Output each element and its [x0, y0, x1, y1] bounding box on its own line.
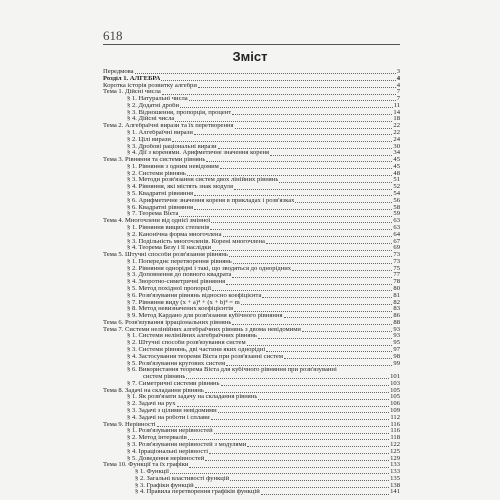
toc-entry-title: § 4. Рівняння, які містять знак модуля: [127, 184, 233, 191]
toc-entry-title: § 4. Застосування теореми Вієта при розв'язанні систем: [127, 353, 284, 360]
toc-entry-page: 88: [393, 318, 400, 326]
toc-entry[interactable]: [103, 367, 400, 374]
dot-leader: [212, 290, 392, 291]
toc-entry[interactable]: [103, 354, 400, 361]
dot-leader: [194, 134, 393, 135]
toc-entry[interactable]: [103, 381, 400, 388]
toc-entry-page: 59: [393, 210, 400, 218]
dot-leader: [218, 412, 389, 413]
toc-entry-title: § 5. Розв'язування кругових систем: [127, 360, 226, 367]
toc-entry-page: 97: [393, 346, 400, 354]
dot-leader: [206, 161, 392, 162]
dot-leader: [230, 480, 389, 481]
toc-entry-title: § 4. Дії з коренями. Арифметичне значення кореня: [127, 150, 270, 157]
toc-entry-title: § 1. Попереднє перетворення рівнянь: [127, 258, 232, 265]
toc-entry-page: 56: [393, 196, 400, 204]
toc-entry-page: 141: [390, 488, 400, 496]
toc-entry-title: Передмова: [103, 68, 134, 75]
toc-entry[interactable]: [103, 388, 400, 395]
toc-entry-title: § 2. Штучні способи розв'язування систем: [127, 340, 246, 347]
toc-entry[interactable]: [103, 198, 400, 205]
dot-leader: [266, 243, 392, 244]
dot-leader: [233, 263, 393, 264]
toc-entry-title: Тема 6. Розв'язування ірраціональних рівнянь: [103, 319, 232, 326]
dot-leader: [258, 399, 389, 400]
dot-leader: [214, 433, 390, 434]
toc-entry-page: 58: [393, 203, 400, 211]
dot-leader: [247, 345, 393, 346]
toc-entry-title: § 2. Системи рівнянь: [127, 170, 186, 177]
toc-entry[interactable]: [103, 76, 400, 83]
dot-leader: [221, 385, 390, 386]
toc-entry[interactable]: [103, 130, 400, 137]
dot-leader: [292, 270, 392, 271]
toc-entry-page: 78: [393, 278, 400, 286]
dot-leader: [284, 358, 392, 359]
toc-entry-title: систем рівнянь: [143, 374, 186, 381]
dot-leader: [209, 453, 389, 454]
toc-entry-page: 4: [396, 74, 400, 82]
toc-entry-page: 81: [393, 291, 400, 299]
toc-entry[interactable]: [103, 483, 400, 490]
toc-entry-title: Тема 1. Дійсні числа: [103, 89, 161, 96]
toc-entry-title: § 2. Канонічна форма многочлена: [127, 231, 222, 238]
toc-entry[interactable]: [103, 266, 400, 273]
toc-entry-title: § 2. Цілі вирази: [127, 136, 171, 143]
toc-entry-page: 116: [390, 427, 400, 435]
dot-leader: [226, 365, 392, 366]
toc-entry[interactable]: [103, 110, 400, 117]
toc-entry[interactable]: [103, 279, 400, 286]
toc-entry[interactable]: [103, 69, 400, 76]
dot-leader: [226, 284, 392, 285]
toc-entry[interactable]: [103, 245, 400, 252]
toc-entry-page: 4: [396, 81, 400, 89]
toc-entry-page: 86: [393, 312, 400, 320]
dot-leader: [262, 297, 392, 298]
dot-leader: [247, 446, 389, 447]
toc-entry[interactable]: [103, 178, 400, 185]
toc-entry-page: 118: [390, 434, 400, 442]
dot-leader: [194, 209, 392, 210]
toc-entry[interactable]: [103, 347, 400, 354]
toc-entry-page: 30: [393, 142, 400, 150]
toc-entry-title: § 3. Задачі з цілими невідомими: [127, 408, 217, 415]
toc-entry-title: § 3. Доповнення до повного квадрата: [127, 272, 232, 279]
toc-entry[interactable]: [103, 333, 400, 340]
toc-entry[interactable]: [103, 164, 400, 171]
toc-entry[interactable]: [103, 313, 400, 320]
toc-entry[interactable]: [103, 469, 400, 476]
toc-entry-page: 45: [393, 162, 400, 170]
toc-entry-page: 129: [390, 454, 400, 462]
toc-entry-page: 24: [393, 135, 400, 143]
toc-entry-title: § 1. Розв'язування нерівностей: [127, 428, 213, 435]
page-title: Зміст: [232, 49, 268, 64]
toc-entry[interactable]: [103, 137, 400, 144]
dot-leader: [218, 148, 393, 149]
toc-entry-title: § 3. Системи рівнянь, дві частини яких однорідні: [127, 347, 266, 354]
toc-entry-title: § 2. Загальні властивості функцій: [135, 475, 230, 482]
toc-entry-title: § 4. Правила перетворення графіків функцій: [135, 489, 260, 496]
toc-entry-page: 52: [393, 183, 400, 191]
dot-leader: [211, 419, 390, 420]
toc-entry-page: 80: [393, 284, 400, 292]
toc-entry-page: 99: [393, 359, 400, 367]
toc-entry[interactable]: [103, 171, 400, 178]
toc-entry-title: Коротка історія розвитку алгебри: [103, 82, 197, 89]
toc-entry-page: 109: [390, 407, 400, 415]
dot-leader: [135, 73, 396, 74]
toc-entry[interactable]: [103, 442, 400, 449]
toc-entry-title: § 3. Відношення, пропорція, процент: [127, 109, 232, 116]
dot-leader: [198, 87, 396, 88]
dot-leader: [212, 250, 392, 251]
toc-entry-title: § 2. Задачі на рух: [127, 401, 176, 408]
toc-entry-page: 133: [390, 468, 400, 476]
dot-leader: [186, 378, 389, 379]
dot-leader: [241, 304, 393, 305]
toc-entry[interactable]: [103, 123, 400, 130]
page-number: 618: [103, 28, 123, 43]
toc-entry-page: 133: [390, 461, 400, 469]
toc-entry-title: § 1. Натуральні числа: [127, 96, 188, 103]
toc-entry-title: § 3. Графіки функцій: [135, 482, 194, 489]
toc-entry-page: 64: [393, 230, 400, 238]
toc-entry[interactable]: [103, 327, 400, 334]
toc-entry-title: § 2. Метод інтервалів: [127, 435, 187, 442]
dot-leader: [295, 202, 392, 203]
dot-leader: [302, 331, 393, 332]
dot-leader: [162, 94, 396, 95]
toc-entry-title: Розділ 1. АЛГЕБРА: [103, 75, 161, 82]
toc-entry-title: § 4. Дійсні числа: [127, 116, 175, 123]
toc-entry-title: § 1. Рівняння вищих степенів: [127, 224, 210, 231]
toc-entry-page: 77: [393, 271, 400, 279]
toc-entry-page: 3: [396, 67, 400, 75]
toc-entry-title: § 7. Симетричні системи рівнянь: [127, 380, 220, 387]
dot-leader: [205, 460, 389, 461]
dot-leader: [270, 155, 392, 156]
toc-entry-page: 22: [393, 122, 400, 130]
toc-entry-title: Тема 4. Многочлени від однієї змінної: [103, 218, 211, 225]
toc-entry-page: 101: [390, 373, 400, 381]
toc-entry-page: 63: [393, 217, 400, 225]
toc-entry-title: § 5. Доведення нерівностей: [127, 455, 205, 462]
header-rule: [103, 44, 400, 45]
toc-entry-page: 54: [393, 190, 400, 198]
toc-entry-page: 18: [393, 115, 400, 123]
dot-leader: [232, 114, 392, 115]
toc-entry-page: 45: [393, 156, 400, 164]
dot-leader: [170, 473, 389, 474]
toc-entry-page: 7: [396, 95, 400, 103]
dot-leader: [234, 189, 392, 190]
toc-entry-title: § 1. Рівняння з одним невідомим: [127, 163, 219, 170]
toc-entry-title: § 3. Дробові раціональні вирази: [127, 143, 217, 150]
dot-leader: [279, 182, 392, 183]
toc-entry-title: Тема 3. Рівняння та системи рівнянь: [103, 157, 206, 164]
toc-entry-page: 116: [390, 420, 400, 428]
table-of-contents: [103, 69, 400, 496]
toc-entry[interactable]: [103, 225, 400, 232]
toc-entry[interactable]: [103, 191, 400, 198]
toc-entry[interactable]: [103, 415, 400, 422]
toc-entry[interactable]: [103, 96, 400, 103]
toc-entry-title: § 7. Рівняння виду (x + a)⁴ + (x + b)⁴ = m: [127, 299, 240, 306]
dot-leader: [220, 168, 393, 169]
toc-entry[interactable]: [103, 205, 400, 212]
toc-entry[interactable]: [103, 116, 400, 123]
toc-entry[interactable]: [103, 428, 400, 435]
toc-entry[interactable]: [103, 232, 400, 239]
toc-entry-title: § 4. Зворотно-симетричні рівняння: [127, 279, 226, 286]
toc-entry-page: 48: [393, 169, 400, 177]
toc-entry-page: 122: [390, 440, 400, 448]
toc-entry-title: § 1. Системи нелінійних алгебраїчних рівнянь: [127, 333, 257, 340]
toc-entry-page: 67: [393, 237, 400, 245]
toc-entry-page: 106: [390, 400, 400, 408]
toc-entry-page: 83: [393, 305, 400, 313]
dot-leader: [211, 222, 392, 223]
toc-entry[interactable]: [103, 300, 400, 307]
toc-entry-title: Тема 5. Штучні способи розв'язання рівнянь: [103, 252, 228, 259]
toc-entry-title: § 7. Теорема Вієта: [127, 211, 179, 218]
toc-entry[interactable]: [103, 456, 400, 463]
toc-entry-page: 73: [393, 251, 400, 259]
dot-leader: [284, 317, 393, 318]
toc-entry-title: § 1. Як розв'язати задачу на складання рівнянь: [127, 394, 258, 401]
dot-leader: [229, 256, 393, 257]
toc-entry-page: 135: [390, 474, 400, 482]
dot-leader: [195, 487, 389, 488]
dot-leader: [232, 277, 392, 278]
toc-entry-title: § 4. Теорема Безу і її наслідки: [127, 245, 212, 252]
dot-leader: [172, 141, 393, 142]
toc-entry-page: 11: [393, 101, 400, 109]
dot-leader: [261, 494, 389, 495]
dot-leader: [234, 311, 392, 312]
toc-entry-page: 98: [393, 352, 400, 360]
toc-entry-title: § 5. Метод похідної пропорції: [127, 285, 212, 292]
toc-entry[interactable]: [103, 103, 400, 110]
toc-entry[interactable]: [103, 157, 400, 164]
dot-leader: [210, 229, 392, 230]
toc-entry-page: 95: [393, 339, 400, 347]
toc-entry[interactable]: [103, 144, 400, 151]
toc-entry[interactable]: [103, 449, 400, 456]
toc-entry-page: 112: [390, 413, 400, 421]
toc-entry-page: 22: [393, 129, 400, 137]
toc-entry[interactable]: [103, 293, 400, 300]
toc-entry-title: § 4. Задачі на роботи і сплави: [127, 414, 210, 421]
toc-entry-page: 34: [393, 149, 400, 157]
dot-leader: [205, 392, 389, 393]
toc-entry[interactable]: [103, 211, 400, 218]
dot-leader: [232, 324, 392, 325]
toc-entry-title: § 1. Функції: [135, 469, 169, 476]
dot-leader: [161, 80, 395, 81]
dot-leader: [194, 195, 392, 196]
toc-entry-page: 82: [393, 298, 400, 306]
dot-leader: [223, 236, 393, 237]
toc-entry-title: § 2. Додатні дроби: [127, 102, 179, 109]
toc-entry[interactable]: [103, 361, 400, 368]
toc-entry-title: Тема 9. Нерівності: [103, 421, 156, 428]
toc-entry-title: § 3. Методи розв'язання систем двох лінійних рівнянь: [127, 177, 279, 184]
toc-entry-title: Тема 2. Алгебраїчні вирази та їх перетворення: [103, 123, 234, 130]
toc-entry-page: 63: [393, 223, 400, 231]
toc-entry[interactable]: [103, 489, 400, 496]
toc-entry[interactable]: [103, 259, 400, 266]
toc-entry-page: 93: [393, 325, 400, 333]
toc-entry-title: Тема 10. Функції та їх графіки: [103, 462, 189, 469]
toc-entry[interactable]: [103, 218, 400, 225]
toc-entry-page: 75: [393, 264, 400, 272]
toc-entry-title: § 1. Алгебраїчні вирази: [127, 130, 193, 137]
toc-entry[interactable]: [103, 374, 400, 381]
toc-entry-title: Тема 8. Задачі на складання рівнянь: [103, 387, 204, 394]
toc-entry[interactable]: [103, 252, 400, 259]
toc-entry-title: § 3. Подільність многочленів. Корені многочлена: [127, 238, 265, 245]
toc-entry-page: 69: [393, 244, 400, 252]
toc-entry-title: § 2. Рівняння однорідні і такі, що зводяться до однорідних: [127, 265, 292, 272]
toc-entry[interactable]: [103, 408, 400, 415]
dot-leader: [189, 467, 389, 468]
toc-entry-page: 138: [390, 481, 400, 489]
toc-entry[interactable]: [103, 435, 400, 442]
dot-leader: [189, 100, 396, 101]
toc-entry[interactable]: [103, 340, 400, 347]
toc-entry[interactable]: [103, 320, 400, 327]
dot-leader: [179, 216, 392, 217]
toc-entry[interactable]: [103, 476, 400, 483]
toc-entry-title: § 4. Ірраціональні нерівності: [127, 448, 209, 455]
dot-leader: [175, 121, 392, 122]
dot-leader: [235, 128, 393, 129]
toc-entry-page: 125: [390, 447, 400, 455]
dot-leader: [188, 439, 389, 440]
toc-entry-title: § 6. Розв'язування рівнянь відносно коефіцієнта: [127, 292, 262, 299]
toc-entry[interactable]: [103, 422, 400, 429]
dot-leader: [258, 338, 392, 339]
toc-entry[interactable]: [103, 462, 400, 469]
toc-entry[interactable]: [103, 89, 400, 96]
toc-entry-title: Тема 7. Системи нелінійних алгебраїчних рівнянь з двома невідомими: [103, 326, 301, 333]
toc-entry-title: § 8. Метод невизначених коефіцієнтів: [127, 306, 234, 313]
toc-entry[interactable]: [103, 286, 400, 293]
toc-entry-title: § 3. Розв'язування нерівностей з модулями: [127, 441, 247, 448]
toc-entry-page: 105: [390, 393, 400, 401]
toc-entry[interactable]: [103, 272, 400, 279]
toc-entry-title: § 5. Квадратні рівняння: [127, 191, 194, 198]
toc-entry-page: 73: [393, 257, 400, 265]
toc-entry[interactable]: [103, 401, 400, 408]
toc-entry-page: 103: [390, 379, 400, 387]
toc-entry[interactable]: [103, 184, 400, 191]
dot-leader: [177, 406, 390, 407]
toc-entry-title: § 6. Використання теорема Вієта для кубічного рівняння при розв'язуванні: [127, 367, 337, 374]
toc-entry-title: § 9. Метод Кардано для розв'язання кубічного рівняння: [127, 313, 283, 320]
dot-leader: [157, 426, 390, 427]
dot-leader: [266, 351, 392, 352]
toc-entry[interactable]: [103, 239, 400, 246]
toc-entry-page: 51: [393, 176, 400, 184]
toc-entry[interactable]: [103, 83, 400, 90]
toc-entry-page: 105: [390, 386, 400, 394]
dot-leader: [180, 107, 393, 108]
toc-entry-title: § 6. Арифметичне значення кореня в прикладах і розв'язках: [127, 197, 295, 204]
toc-entry[interactable]: [103, 150, 400, 157]
toc-entry-page: 14: [393, 108, 400, 116]
toc-entry[interactable]: [103, 395, 400, 402]
toc-entry-page: 93: [393, 332, 400, 340]
dot-leader: [187, 175, 393, 176]
toc-entry-title: § 6. Квадратні рівняння: [127, 204, 194, 211]
toc-entry-page: 7: [396, 88, 400, 96]
toc-entry[interactable]: [103, 306, 400, 313]
